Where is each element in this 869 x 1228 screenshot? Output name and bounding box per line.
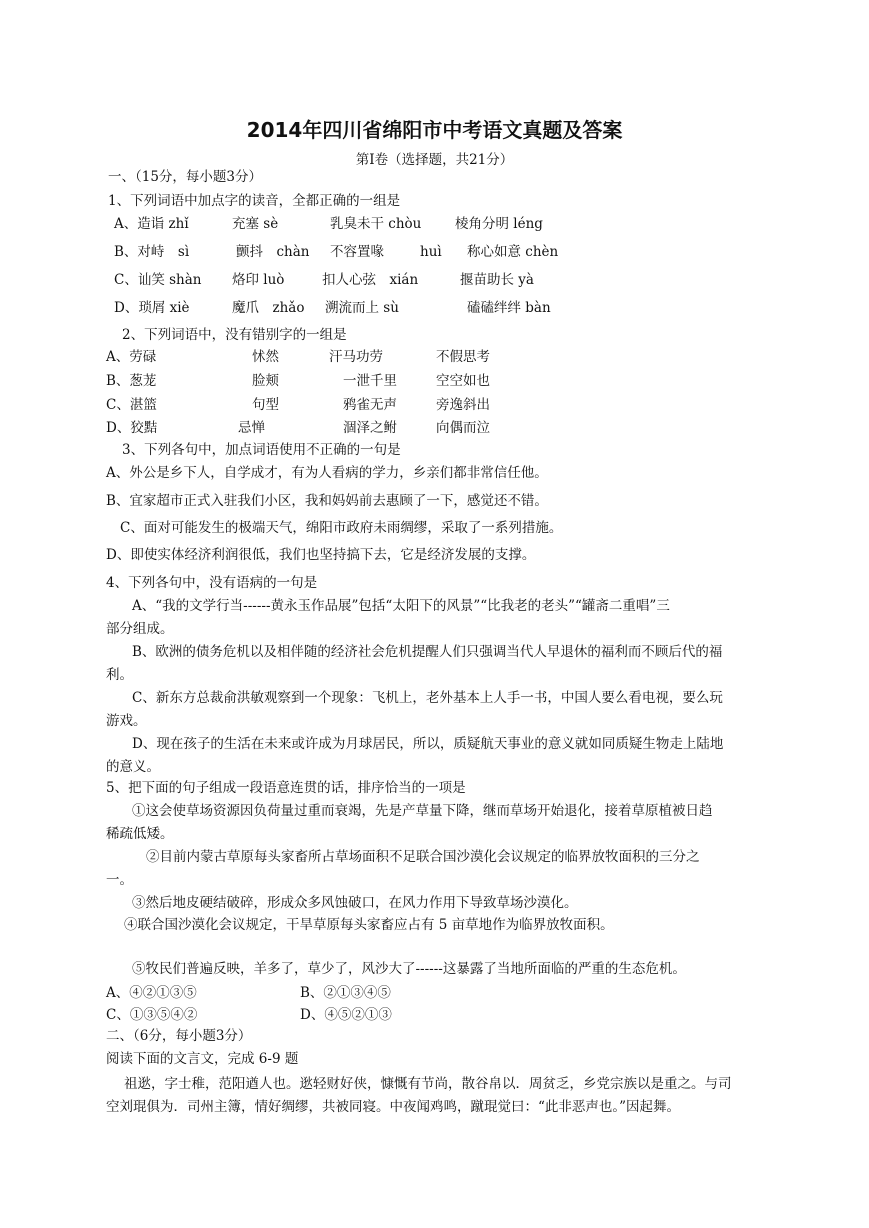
q2-option-d-2: 忌惮 [238, 420, 265, 436]
reading-intro: 阅读下面的文言文，完成 6-9 题 [106, 1051, 299, 1067]
q2-option-d-1: D、狡黠 [106, 420, 158, 436]
q1-option-d-1: D、琐屑 xiè [114, 300, 190, 316]
q2-option-a-3: 汗马功劳 [329, 349, 383, 365]
q4-option-b-line2: 利。 [106, 667, 133, 683]
q1-option-b-1: B、对峙 sì [114, 244, 190, 260]
q1-option-b-4: huì [420, 244, 442, 260]
q1-option-c-4: 揠苗助长 yà [460, 272, 534, 288]
q2-option-b-3: 一泄千里 [343, 373, 397, 389]
reading-passage-line1: 祖逖，字士稚，范阳遒人也。逖轻财好侠，慷慨有节尚，散谷帛以．周贫乏，乡党宗族以是重之。与司 [124, 1076, 732, 1092]
q5-option-d: D、④⑤②①③ [300, 1007, 392, 1023]
page-title: 2014年四川省绵阳市中考语文真题及答案 [246, 118, 623, 142]
q3-option-d: D、即使实体经济利润很低，我们也坚持搞下去，它是经济发展的支撑。 [106, 547, 536, 563]
q4-option-d-line1: D、现在孩子的生活在未来或许成为月球居民，所以，质疑航天事业的意义就如同质疑生物走上陆地 [132, 736, 724, 752]
section-two-heading: 二、（6分，每小题3分） [106, 1028, 252, 1044]
q4-option-a-line1: A、“我的文学行当------黄永玉作品展”包括“太阳下的风景”“比我老的老头”“罐斋二重唱”三 [132, 598, 670, 614]
q4-option-d-line2: 的意义。 [106, 759, 160, 775]
q1-option-c-3: 扣人心弦 xián [322, 272, 419, 288]
q2-option-b-2: 脸颊 [252, 373, 279, 389]
q2-option-a-2: 怵然 [252, 349, 279, 365]
q5-option-c: C、①③⑤④② [106, 1007, 198, 1023]
q2-option-c-3: 鸦雀无声 [343, 397, 397, 413]
q5-sentence-5: ⑤牧民们普遍反映，羊多了，草少了，风沙大了------这暴露了当地所面临的严重的生态危机。 [132, 961, 686, 977]
q5-option-a: A、④②①③⑤ [106, 985, 197, 1001]
q3-option-a: A、外公是乡下人，自学成才，有为人看病的学力，乡亲们都非常信任他。 [106, 465, 548, 481]
q2-option-c-2: 句型 [252, 397, 279, 413]
q2-option-a-1: A、劳碌 [106, 349, 157, 365]
q4-stem: 4、下列各句中，没有语病的一句是 [106, 575, 318, 591]
q1-option-b-5: 称心如意 chèn [467, 244, 559, 260]
q1-option-b-3: 不容置喙 [330, 244, 384, 260]
q1-option-c-1: C、讪笑 shàn [114, 272, 202, 288]
q3-stem: 3、下列各句中，加点词语使用不正确的一句是 [122, 442, 401, 458]
q1-option-a-4: 棱角分明 léng [455, 216, 543, 232]
q1-stem: 1、下列词语中加点字的读音，全都正确的一组是 [108, 193, 401, 209]
q4-option-a-line2: 部分组成。 [106, 621, 174, 637]
q1-option-a-3: 乳臭未干 chòu [330, 216, 422, 232]
q5-sentence-2-line2: 一。 [106, 872, 133, 888]
q1-option-c-2: 烙印 luò [232, 272, 285, 288]
q2-option-c-4: 旁逸斜出 [436, 397, 490, 413]
q1-option-a-1: A、造诣 zhǐ [114, 216, 189, 232]
q3-option-b: B、宜家超市正式入驻我们小区，我和妈妈前去惠顾了一下，感觉还不错。 [106, 493, 548, 509]
q2-option-c-1: C、湛篮 [106, 397, 157, 413]
q5-sentence-4: ④联合国沙漠化会议规定，干旱草原每头家畜应占有 5 亩草地作为临界放牧面积。 [124, 917, 614, 933]
q1-option-b-2: 颤抖 chàn [236, 244, 310, 260]
q1-option-d-2: 魔爪 zhǎo [232, 300, 305, 316]
q5-stem: 5、把下面的句子组成一段语意连贯的话，排序恰当的一项是 [106, 780, 466, 796]
q2-option-d-4: 向偶而泣 [436, 420, 490, 436]
q2-option-b-1: B、葱茏 [106, 373, 157, 389]
section-one-heading: 一、（15分，每小题3分） [108, 169, 263, 185]
q5-sentence-1-line1: ①这会使草场资源因负荷量过重而衰竭，先是产草量下降，继而草场开始退化，接着草原植被日趋 [132, 803, 713, 819]
q5-sentence-1-line2: 稀疏低矮。 [106, 826, 174, 842]
q4-option-c-line2: 游戏。 [106, 713, 147, 729]
q5-sentence-2-line1: ②目前内蒙古草原每头家畜所占草场面积不足联合国沙漠化会议规定的临界放牧面积的三分之 [146, 849, 700, 865]
q1-option-d-4: 磕磕绊绊 bàn [467, 300, 551, 316]
q2-option-d-3: 涸泽之鲋 [343, 420, 397, 436]
q5-sentence-3: ③然后地皮硬结破碎，形成众多风蚀破口，在风力作用下导致草场沙漠化。 [132, 895, 578, 911]
page-subtitle: 第Ⅰ卷（选择题，共21分） [355, 152, 514, 168]
reading-passage-line2: 空刘琨俱为．司州主簿，情好绸缪，共被同寝。中夜闻鸡鸣，蹴琨觉曰：“此非恶声也。”因起舞。 [106, 1099, 681, 1115]
q1-option-a-2: 充塞 sè [232, 216, 279, 232]
q5-option-b: B、②①③④⑤ [300, 985, 391, 1001]
q4-option-b-line1: B、欧洲的债务危机以及相伴随的经济社会危机提醒人们只强调当代人早退休的福利而不顾后代的福 [132, 644, 723, 660]
q2-option-a-4: 不假思考 [436, 349, 490, 365]
q3-option-c: C、面对可能发生的极端天气，绵阳市政府未雨绸缪，采取了一系列措施。 [120, 520, 563, 536]
q4-option-c-line1: C、新东方总裁俞洪敏观察到一个现象：飞机上，老外基本上人手一书，中国人要么看电视，要么玩 [132, 690, 723, 706]
q2-stem: 2、下列词语中，没有错别字的一组是 [122, 327, 347, 343]
q1-option-d-3: 溯流而上 sù [325, 300, 399, 316]
q2-option-b-4: 空空如也 [436, 373, 490, 389]
